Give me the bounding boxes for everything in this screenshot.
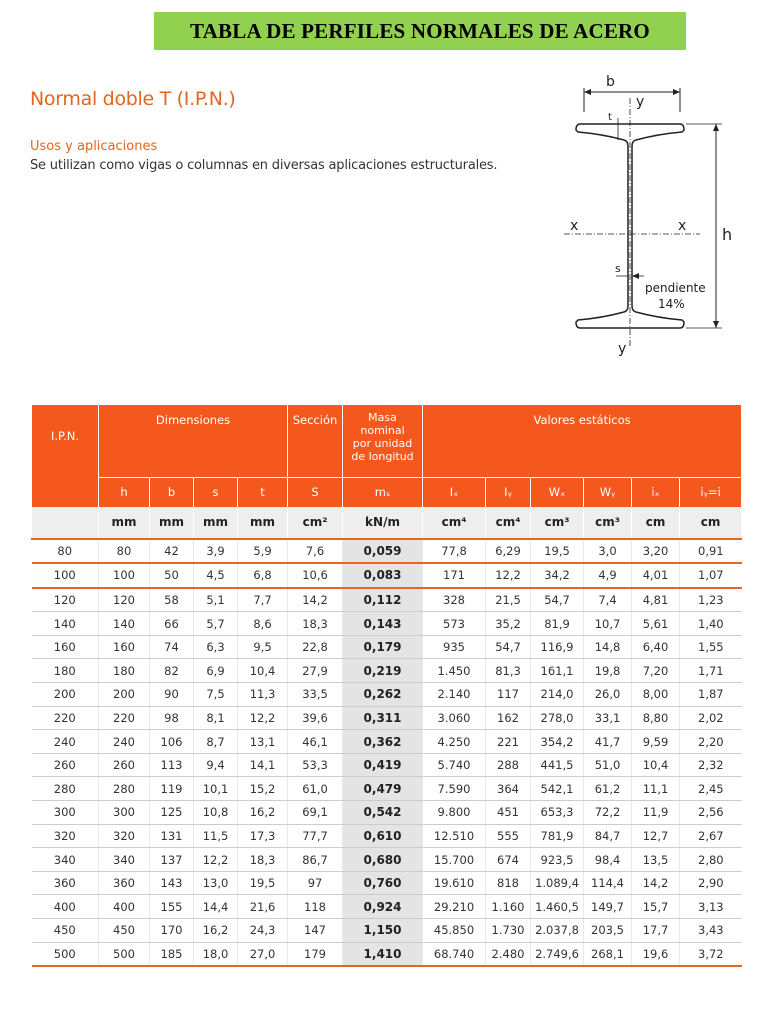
ipn-profiles-table (31, 405, 742, 967)
table-cell: 42 (150, 539, 194, 564)
table-cell: 441,5 (531, 753, 584, 777)
table-cell: 51,0 (584, 753, 632, 777)
table-cell: 113 (150, 753, 194, 777)
unit-cell: mm (150, 507, 194, 539)
table-cell: 2.480 (486, 942, 531, 966)
row-masa: 0,542 (343, 801, 423, 825)
table-row (32, 848, 742, 872)
table-cell: 653,3 (531, 801, 584, 825)
table-cell: 320 (99, 824, 150, 848)
table-cell: 4,01 (632, 563, 680, 588)
table-cell: 1.160 (486, 895, 531, 919)
table-cell: 3.060 (423, 706, 486, 730)
row-masa: 0,479 (343, 777, 423, 801)
table-cell: 97 (288, 871, 343, 895)
table-cell: 19,5 (531, 539, 584, 564)
table-cell: 10,8 (194, 801, 238, 825)
table-cell: 27,9 (288, 659, 343, 683)
unit-cell: mm (99, 507, 150, 539)
row-masa: 0,680 (343, 848, 423, 872)
table-cell: 203,5 (584, 919, 632, 943)
table-cell: 7,4 (584, 588, 632, 612)
table-cell: 6,3 (194, 635, 238, 659)
table-row (32, 871, 742, 895)
table-cell: 1,23 (680, 588, 742, 612)
table-cell: 5.740 (423, 753, 486, 777)
unit-cell: cm⁴ (486, 507, 531, 539)
table-cell: 24,3 (238, 919, 288, 943)
table-cell: 923,5 (531, 848, 584, 872)
table-cell: 54,7 (486, 635, 531, 659)
row-ipn: 300 (32, 801, 99, 825)
uses-heading: Usos y aplicaciones (30, 139, 158, 154)
unit-blank (32, 507, 99, 539)
row-ipn: 100 (32, 563, 99, 588)
table-cell: 3,0 (584, 539, 632, 564)
table-cell: 14,4 (194, 895, 238, 919)
table-cell: 214,0 (531, 683, 584, 707)
table-cell: 13,1 (238, 730, 288, 754)
table-cell: 360 (99, 871, 150, 895)
row-ipn: 140 (32, 612, 99, 636)
table-cell: 19,6 (632, 942, 680, 966)
table-cell: 74 (150, 635, 194, 659)
table-cell: 53,3 (288, 753, 343, 777)
symbol-wy: Wᵧ (584, 477, 632, 507)
table-cell: 131 (150, 824, 194, 848)
table-cell: 9.800 (423, 801, 486, 825)
table-cell: 1,40 (680, 612, 742, 636)
table-cell: 18,3 (288, 612, 343, 636)
row-ipn: 450 (32, 919, 99, 943)
table-cell: 9,59 (632, 730, 680, 754)
table-cell: 90 (150, 683, 194, 707)
table-cell: 61,0 (288, 777, 343, 801)
row-masa: 0,219 (343, 659, 423, 683)
symbol-ix-radius: iₓ (632, 477, 680, 507)
table-cell: 140 (99, 612, 150, 636)
table-cell: 2,02 (680, 706, 742, 730)
table-cell: 4,5 (194, 563, 238, 588)
label-x-right: x (678, 218, 687, 234)
table-cell: 3,9 (194, 539, 238, 564)
table-cell: 1.730 (486, 919, 531, 943)
table-cell: 4,81 (632, 588, 680, 612)
table-cell: 11,1 (632, 777, 680, 801)
table-cell: 5,61 (632, 612, 680, 636)
table-cell: 81,3 (486, 659, 531, 683)
table-cell: 137 (150, 848, 194, 872)
table-cell: 17,3 (238, 824, 288, 848)
label-y-bottom: y (618, 341, 627, 357)
table-cell: 354,2 (531, 730, 584, 754)
table-cell: 10,4 (632, 753, 680, 777)
row-ipn: 80 (32, 539, 99, 564)
table-cell: 260 (99, 753, 150, 777)
table-cell: 220 (99, 706, 150, 730)
table-cell: 6,29 (486, 539, 531, 564)
row-masa: 0,419 (343, 753, 423, 777)
table-cell: 98,4 (584, 848, 632, 872)
table-cell: 119 (150, 777, 194, 801)
table-cell: 2,67 (680, 824, 742, 848)
symbol-iy-radius: iᵧ=i (680, 477, 742, 507)
table-cell: 12.510 (423, 824, 486, 848)
ipn-profile-diagram (560, 68, 740, 368)
table-cell: 86,7 (288, 848, 343, 872)
table-row (32, 919, 742, 943)
table-row (32, 895, 742, 919)
symbol-ms: mₛ (343, 477, 423, 507)
table-cell: 2.749,6 (531, 942, 584, 966)
table-cell: 46,1 (288, 730, 343, 754)
table-cell: 0,91 (680, 539, 742, 564)
table-cell: 10,6 (288, 563, 343, 588)
row-ipn: 260 (32, 753, 99, 777)
table-cell: 171 (423, 563, 486, 588)
table-cell: 2,32 (680, 753, 742, 777)
table-cell: 2,45 (680, 777, 742, 801)
table-row (32, 539, 742, 564)
symbol-t: t (238, 477, 288, 507)
table-cell: 542,1 (531, 777, 584, 801)
table-cell: 240 (99, 730, 150, 754)
label-t: t (608, 112, 612, 123)
table-cell: 1,07 (680, 563, 742, 588)
table-cell: 268,1 (584, 942, 632, 966)
profile-title: Normal doble T (I.P.N.) (30, 88, 236, 110)
row-ipn: 280 (32, 777, 99, 801)
table-cell: 221 (486, 730, 531, 754)
table-cell: 18,3 (238, 848, 288, 872)
table-cell: 1,55 (680, 635, 742, 659)
table-cell: 1.460,5 (531, 895, 584, 919)
table-cell: 125 (150, 801, 194, 825)
row-ipn: 500 (32, 942, 99, 966)
table-cell: 500 (99, 942, 150, 966)
table-row (32, 635, 742, 659)
table-cell: 41,7 (584, 730, 632, 754)
table-cell: 143 (150, 871, 194, 895)
table-cell: 114,4 (584, 871, 632, 895)
table-cell: 161,1 (531, 659, 584, 683)
table-cell: 4.250 (423, 730, 486, 754)
table-cell: 200 (99, 683, 150, 707)
table-row (32, 824, 742, 848)
row-masa: 1,150 (343, 919, 423, 943)
table-cell: 19.610 (423, 871, 486, 895)
table-cell: 3,13 (680, 895, 742, 919)
row-masa: 0,179 (343, 635, 423, 659)
table-cell: 328 (423, 588, 486, 612)
table-cell: 5,9 (238, 539, 288, 564)
table-cell: 2.037,8 (531, 919, 584, 943)
label-x-left: x (570, 218, 579, 234)
table-row (32, 588, 742, 612)
table-cell: 280 (99, 777, 150, 801)
symbol-ix: Iₓ (423, 477, 486, 507)
header-seccion: Sección (288, 405, 343, 477)
table-cell: 11,9 (632, 801, 680, 825)
unit-cell: cm⁴ (423, 507, 486, 539)
table-cell: 818 (486, 871, 531, 895)
table-row (32, 706, 742, 730)
label-pendiente: pendiente (645, 281, 706, 295)
table-cell: 66 (150, 612, 194, 636)
table-cell: 1.089,4 (531, 871, 584, 895)
unit-cell: cm (632, 507, 680, 539)
table-cell: 19,5 (238, 871, 288, 895)
table-cell: 54,7 (531, 588, 584, 612)
table-cell: 15,2 (238, 777, 288, 801)
table-cell: 117 (486, 683, 531, 707)
row-masa: 0,760 (343, 871, 423, 895)
table-cell: 781,9 (531, 824, 584, 848)
table-cell: 5,1 (194, 588, 238, 612)
table-cell: 8,7 (194, 730, 238, 754)
table-cell: 81,9 (531, 612, 584, 636)
table-cell: 84,7 (584, 824, 632, 848)
table-cell: 8,00 (632, 683, 680, 707)
table-cell: 34,2 (531, 563, 584, 588)
table-cell: 58 (150, 588, 194, 612)
unit-cell: cm² (288, 507, 343, 539)
table-cell: 14,1 (238, 753, 288, 777)
label-s: s (615, 262, 621, 275)
table-cell: 8,80 (632, 706, 680, 730)
table-cell: 2,90 (680, 871, 742, 895)
row-masa: 0,083 (343, 563, 423, 588)
table-cell: 29.210 (423, 895, 486, 919)
row-masa: 1,410 (343, 942, 423, 966)
table-cell: 39,6 (288, 706, 343, 730)
label-h: h (722, 225, 733, 244)
table-cell: 100 (99, 563, 150, 588)
table-cell: 180 (99, 659, 150, 683)
unit-cell: cm (680, 507, 742, 539)
table-cell: 1,87 (680, 683, 742, 707)
table-cell: 300 (99, 801, 150, 825)
page-banner: TABLA DE PERFILES NORMALES DE ACERO (154, 12, 686, 50)
table-cell: 179 (288, 942, 343, 966)
row-ipn: 180 (32, 659, 99, 683)
table-cell: 19,8 (584, 659, 632, 683)
symbol-s: s (194, 477, 238, 507)
table-cell: 2,80 (680, 848, 742, 872)
table-cell: 14,8 (584, 635, 632, 659)
table-row (32, 683, 742, 707)
table-cell: 674 (486, 848, 531, 872)
table-cell: 149,7 (584, 895, 632, 919)
table-cell: 16,2 (238, 801, 288, 825)
table-cell: 1.450 (423, 659, 486, 683)
header-masa: Masa nominal por unidad de longitud (343, 405, 423, 477)
row-masa: 0,059 (343, 539, 423, 564)
label-y-top: y (636, 94, 645, 110)
symbol-wx: Wₓ (531, 477, 584, 507)
row-ipn: 360 (32, 871, 99, 895)
table-cell: 50 (150, 563, 194, 588)
row-masa: 0,262 (343, 683, 423, 707)
table-row (32, 563, 742, 588)
table-cell: 14,2 (288, 588, 343, 612)
row-ipn: 240 (32, 730, 99, 754)
table-cell: 364 (486, 777, 531, 801)
unit-cell: mm (194, 507, 238, 539)
row-ipn: 200 (32, 683, 99, 707)
table-cell: 6,9 (194, 659, 238, 683)
table-cell: 16,2 (194, 919, 238, 943)
row-masa: 0,610 (343, 824, 423, 848)
table-cell: 12,7 (632, 824, 680, 848)
table-cell: 27,0 (238, 942, 288, 966)
table-cell: 1,71 (680, 659, 742, 683)
table-cell: 555 (486, 824, 531, 848)
table-cell: 451 (486, 801, 531, 825)
table-cell: 7,7 (238, 588, 288, 612)
table-cell: 61,2 (584, 777, 632, 801)
row-ipn: 340 (32, 848, 99, 872)
table-cell: 3,72 (680, 942, 742, 966)
table-cell: 13,0 (194, 871, 238, 895)
table-cell: 162 (486, 706, 531, 730)
table-cell: 98 (150, 706, 194, 730)
row-masa: 0,362 (343, 730, 423, 754)
table-cell: 35,2 (486, 612, 531, 636)
table-cell: 21,5 (486, 588, 531, 612)
table-cell: 12,2 (194, 848, 238, 872)
table-cell: 77,8 (423, 539, 486, 564)
table-cell: 33,1 (584, 706, 632, 730)
row-ipn: 320 (32, 824, 99, 848)
table-cell: 12,2 (486, 563, 531, 588)
table-cell: 11,3 (238, 683, 288, 707)
table-cell: 82 (150, 659, 194, 683)
table-cell: 288 (486, 753, 531, 777)
table-cell: 185 (150, 942, 194, 966)
table-cell: 340 (99, 848, 150, 872)
table-cell: 170 (150, 919, 194, 943)
table-cell: 15,7 (632, 895, 680, 919)
table-cell: 10,7 (584, 612, 632, 636)
table-cell: 2.140 (423, 683, 486, 707)
units-row (32, 507, 742, 539)
table-row (32, 612, 742, 636)
table-cell: 400 (99, 895, 150, 919)
table-cell: 5,7 (194, 612, 238, 636)
table-cell: 160 (99, 635, 150, 659)
table-cell: 116,9 (531, 635, 584, 659)
table-cell: 155 (150, 895, 194, 919)
row-ipn: 400 (32, 895, 99, 919)
table-cell: 6,8 (238, 563, 288, 588)
table-cell: 278,0 (531, 706, 584, 730)
unit-cell: cm³ (584, 507, 632, 539)
table-row (32, 730, 742, 754)
row-masa: 0,311 (343, 706, 423, 730)
label-b: b (606, 74, 615, 90)
table-cell: 77,7 (288, 824, 343, 848)
table-cell: 573 (423, 612, 486, 636)
symbol-h: h (99, 477, 150, 507)
table-cell: 7,5 (194, 683, 238, 707)
table-cell: 18,0 (194, 942, 238, 966)
table-cell: 7.590 (423, 777, 486, 801)
table-cell: 12,2 (238, 706, 288, 730)
row-ipn: 160 (32, 635, 99, 659)
table-cell: 2,56 (680, 801, 742, 825)
table-row (32, 659, 742, 683)
row-masa: 0,924 (343, 895, 423, 919)
table-cell: 118 (288, 895, 343, 919)
table-cell: 7,6 (288, 539, 343, 564)
table-cell: 11,5 (194, 824, 238, 848)
table-cell: 26,0 (584, 683, 632, 707)
table-cell: 9,5 (238, 635, 288, 659)
table-cell: 3,43 (680, 919, 742, 943)
table-cell: 33,5 (288, 683, 343, 707)
table-cell: 147 (288, 919, 343, 943)
row-ipn: 120 (32, 588, 99, 612)
table-cell: 10,4 (238, 659, 288, 683)
table-cell: 45.850 (423, 919, 486, 943)
unit-cell: cm³ (531, 507, 584, 539)
table-cell: 17,7 (632, 919, 680, 943)
header-dimensiones: Dimensiones (99, 405, 288, 477)
table-cell: 8,6 (238, 612, 288, 636)
table-cell: 14,2 (632, 871, 680, 895)
symbol-b: b (150, 477, 194, 507)
unit-cell: kN/m (343, 507, 423, 539)
table-row (32, 777, 742, 801)
table-cell: 4,9 (584, 563, 632, 588)
symbol-S: S (288, 477, 343, 507)
uses-text: Se utilizan como vigas o columnas en diversas aplicaciones estructurales. (30, 158, 498, 173)
table-cell: 6,40 (632, 635, 680, 659)
table-cell: 8,1 (194, 706, 238, 730)
table-cell: 106 (150, 730, 194, 754)
row-ipn: 220 (32, 706, 99, 730)
table-cell: 10,1 (194, 777, 238, 801)
unit-cell: mm (238, 507, 288, 539)
header-ipn: I.P.N. (32, 405, 99, 507)
table-row (32, 801, 742, 825)
row-masa: 0,112 (343, 588, 423, 612)
table-cell: 22,8 (288, 635, 343, 659)
table-cell: 15.700 (423, 848, 486, 872)
table-cell: 69,1 (288, 801, 343, 825)
table-cell: 450 (99, 919, 150, 943)
table-cell: 13,5 (632, 848, 680, 872)
table-cell: 68.740 (423, 942, 486, 966)
table-cell: 9,4 (194, 753, 238, 777)
table-cell: 72,2 (584, 801, 632, 825)
table-cell: 80 (99, 539, 150, 564)
symbol-iy: Iᵧ (486, 477, 531, 507)
table-cell: 3,20 (632, 539, 680, 564)
header-valores-estaticos: Valores estáticos (423, 405, 742, 477)
table-cell: 120 (99, 588, 150, 612)
row-masa: 0,143 (343, 612, 423, 636)
table-row (32, 753, 742, 777)
table-cell: 7,20 (632, 659, 680, 683)
table-cell: 2,20 (680, 730, 742, 754)
table-row (32, 942, 742, 966)
table-cell: 935 (423, 635, 486, 659)
table-cell: 21,6 (238, 895, 288, 919)
label-percent: 14% (658, 297, 685, 311)
